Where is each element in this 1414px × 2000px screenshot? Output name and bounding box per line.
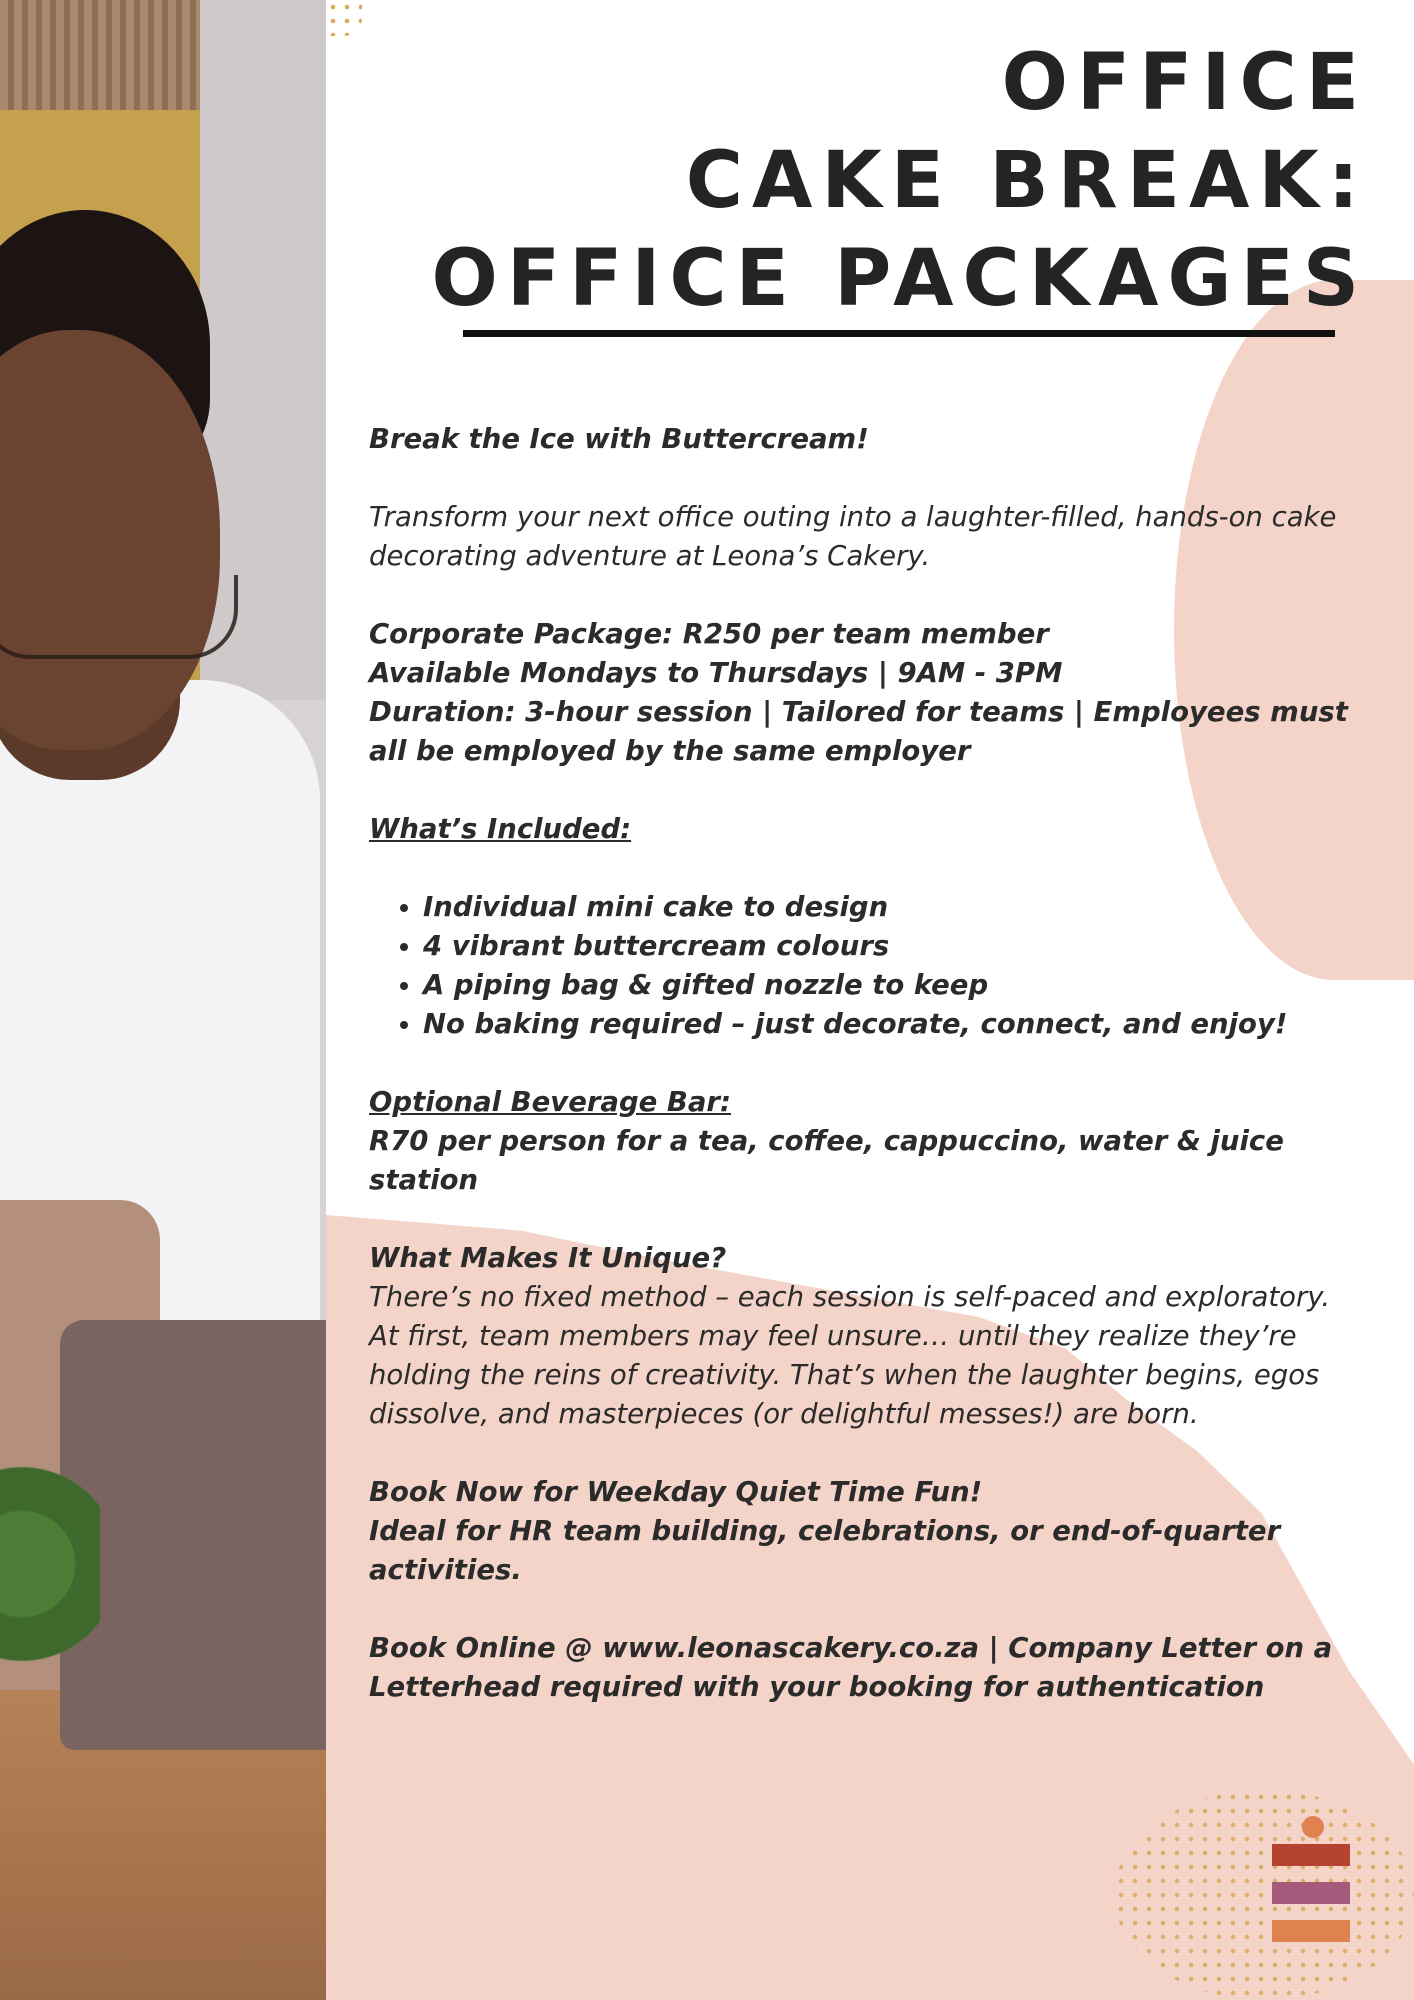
- gold-dots-top: [326, 0, 362, 36]
- intro-text: Transform your next office outing into a laughter-filled, hands-on cake decorating adventure at Leona’s Cakery.: [369, 501, 1337, 572]
- book-section: [369, 1473, 1349, 1590]
- gold-dots-bottom: [1114, 1790, 1414, 2000]
- package-availability: Available Mondays to Thursdays | 9AM - 3PM: [369, 657, 1063, 689]
- book-text: Ideal for HR team building, celebrations, or end-of-quarter activities.: [369, 1515, 1281, 1586]
- package-price: Corporate Package: R250 per team member: [369, 618, 1049, 650]
- plant: [0, 1460, 100, 1720]
- title-underline: [463, 330, 1335, 337]
- list-item: • Individual mini cake to design: [423, 888, 1349, 927]
- package-details: [369, 615, 1349, 771]
- logo-bar-red: [1272, 1844, 1350, 1866]
- hair-bun: [30, 215, 170, 325]
- glasses: [0, 575, 238, 659]
- list-item: • No baking required – just decorate, connect, and enjoy!: [423, 1005, 1349, 1044]
- booking-footer: Book Online @ www.leonascakery.co.za | Company Letter on a Letterhead required with your booking for authentication: [369, 1632, 1333, 1703]
- logo-dot: [1302, 1816, 1324, 1838]
- wood-panel-wall: [0, 0, 200, 110]
- beverage-section: [369, 1083, 1349, 1200]
- book-heading: Book Now for Weekday Quiet Time Fun!: [369, 1476, 983, 1508]
- title-line-2: CAKE BREAK:: [685, 136, 1368, 226]
- title-line-3: OFFICE PACKAGES: [431, 234, 1368, 324]
- beverage-heading: Optional Beverage Bar:: [369, 1086, 731, 1118]
- package-duration: Duration: 3-hour session | Tailored for teams | Employees must all be employed by the same employer: [369, 696, 1348, 767]
- list-item: • A piping bag & gifted nozzle to keep: [423, 966, 1349, 1005]
- cake-logo-icon: [1272, 1816, 1350, 1948]
- unique-heading: What Makes It Unique?: [369, 1242, 727, 1274]
- logo-bar-purple: [1272, 1882, 1350, 1904]
- unique-section: [369, 1239, 1349, 1434]
- unique-text: There’s no fixed method – each session is self-paced and exploratory. At first, team members may feel unsure… until they realize they’re holding the reins of creativity. That’s when the laughter begins, egos dissolve, and masterpieces (or delightful messes!) are born.: [369, 1281, 1331, 1430]
- beverage-text: R70 per person for a tea, coffee, cappuccino, water & juice station: [369, 1125, 1284, 1196]
- flyer-body: [369, 420, 1349, 1746]
- included-list: [369, 888, 1349, 1044]
- page-title: [368, 34, 1368, 328]
- logo-bar-orange: [1272, 1920, 1350, 1942]
- intro-heading: Break the Ice with Buttercream!: [369, 423, 869, 455]
- list-item: • 4 vibrant buttercream colours: [423, 927, 1349, 966]
- title-line-1: OFFICE: [1001, 38, 1368, 128]
- woman-with-laptop-photo: [0, 0, 326, 2000]
- included-heading: What’s Included:: [369, 813, 632, 845]
